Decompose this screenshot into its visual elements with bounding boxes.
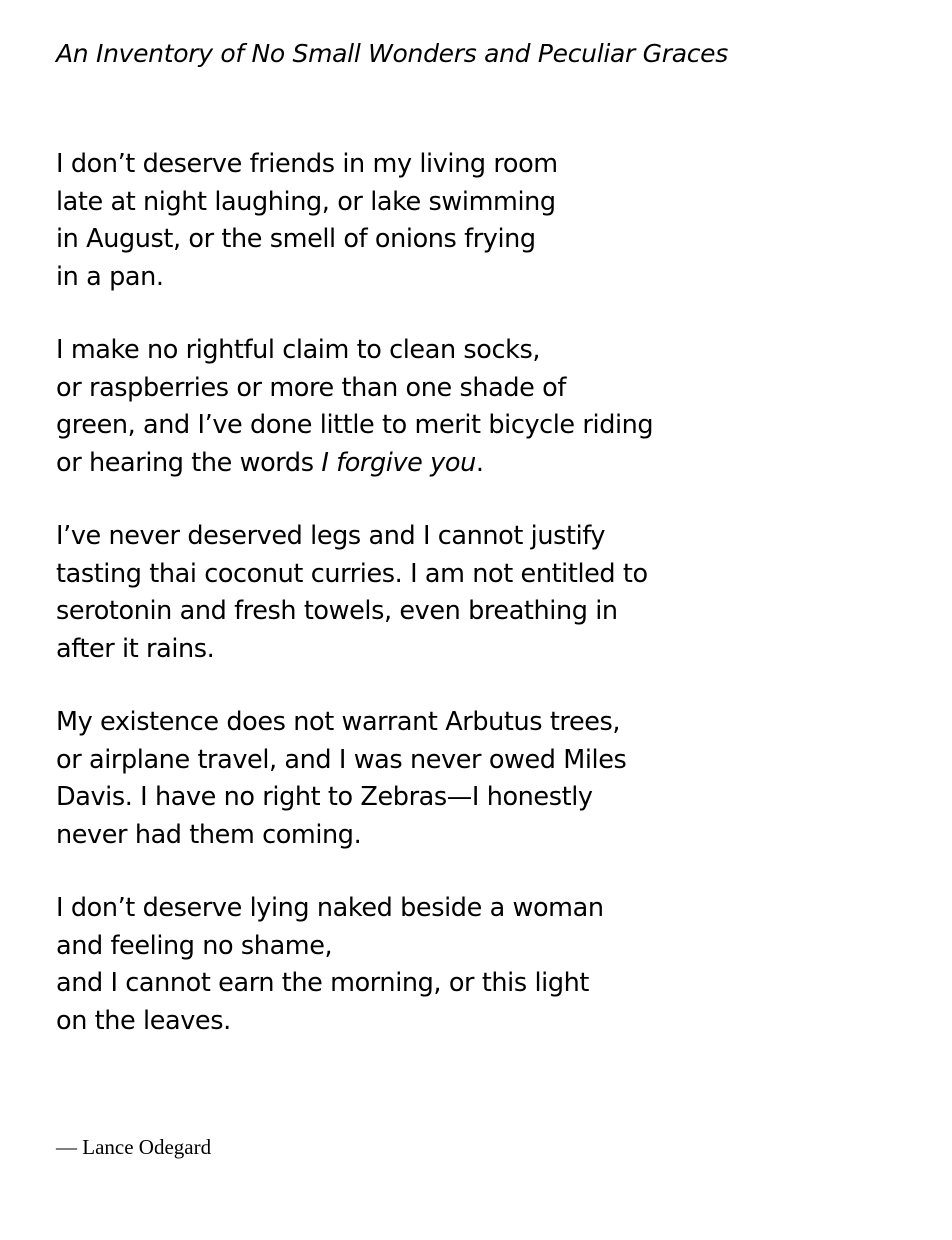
stanza-4	[56, 704, 653, 854]
author-attribution: — Lance Odegard	[56, 1135, 212, 1159]
poem-line: or airplane travel, and I was never owed Miles	[56, 744, 627, 775]
poem-line: green, and I’ve done little to merit bicycle riding	[56, 410, 654, 440]
poem-line: in August, or the smell of onions frying	[56, 224, 536, 254]
poem-line: My existence does not warrant Arbutus trees,	[56, 707, 621, 737]
poem-line: serotonin and fresh towels, even breathing in	[56, 596, 618, 626]
poem-line: never had them coming.	[56, 819, 362, 850]
poem-line: I don’t deserve lying naked beside a woman	[56, 893, 604, 923]
italic-phrase: I forgive you	[321, 447, 476, 478]
poem-line-text: or hearing the words	[56, 447, 322, 478]
poem-line: on the leaves.	[56, 1005, 231, 1036]
stanza-3	[56, 518, 653, 668]
poem-line: or raspberries or more than one shade of	[56, 372, 566, 403]
poem-line: in a pan.	[56, 261, 164, 292]
poem-line-punctuation: .	[475, 447, 484, 478]
poem-line: Davis. I have no right to Zebras—I honestly	[56, 782, 593, 812]
stanza-2	[56, 332, 653, 482]
stanza-1	[56, 146, 653, 296]
poem-line	[56, 445, 653, 483]
poem-line: I’ve never deserved legs and I cannot justify	[56, 521, 606, 551]
stanza-5	[56, 890, 653, 1040]
poem-line: I make no rightful claim to clean socks,	[56, 335, 541, 365]
poem-line: late at night laughing, or lake swimming	[56, 186, 556, 217]
poem-line: I don’t deserve friends in my living room	[56, 149, 558, 179]
poem-line: and feeling no shame,	[56, 930, 333, 961]
poem-body	[56, 146, 653, 1076]
poem-title: An Inventory of No Small Wonders and Peculiar Graces	[56, 39, 728, 68]
poem-line: tasting thai coconut curries. I am not entitled to	[56, 558, 648, 589]
poem-line: and I cannot earn the morning, or this light	[56, 968, 589, 998]
poem-line: after it rains.	[56, 633, 215, 664]
